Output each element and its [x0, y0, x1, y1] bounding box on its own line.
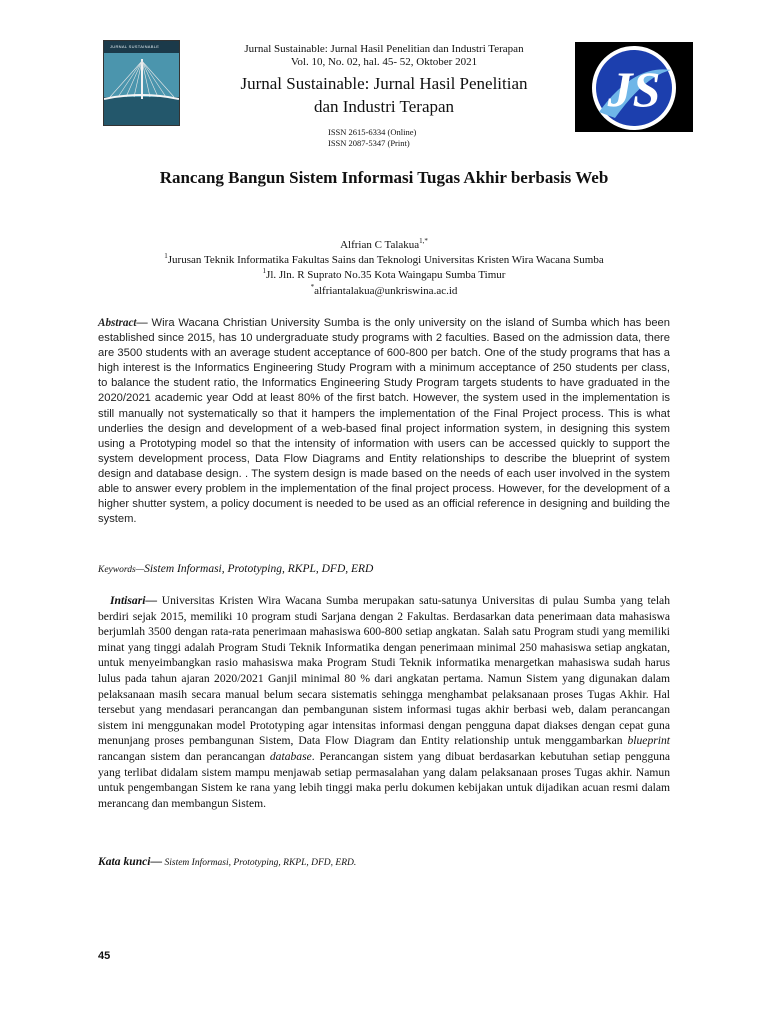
keywords-line	[98, 562, 373, 577]
kata-kunci-line	[98, 855, 356, 870]
abstract-label: Abstract—	[98, 317, 148, 329]
intisari-em-blueprint: blueprint	[627, 734, 670, 748]
affiliation-2-text: Jl. Jln. R Suprato No.35 Kota Waingapu Sumba Timur	[266, 269, 506, 281]
volume-line: Vol. 10, No. 02, hal. 45- 52, Oktober 2021	[290, 56, 478, 68]
journal-cover-image	[103, 40, 180, 126]
journal-title-line-2: dan Industri Terapan	[313, 97, 455, 116]
cover-title: JURNAL SUSTAINABLE	[110, 44, 160, 49]
intisari-paragraph	[98, 593, 670, 811]
author-email[interactable]: alfriantalakua@unkriswina.ac.id	[314, 285, 458, 297]
issn-print: ISSN 2087-5347 (Print)	[328, 138, 410, 148]
kata-kunci-text: Sistem Informasi, Prototyping, RKPL, DFD, ERD.	[162, 858, 357, 868]
affiliation-2	[60, 268, 708, 282]
bridge-illustration	[104, 53, 179, 125]
journal-title-line-1: Jurnal Sustainable: Jurnal Hasil Penelitian	[240, 74, 528, 93]
issn-online: ISSN 2615-6334 (Online)	[328, 127, 417, 137]
keywords-text: Sistem Informasi, Prototyping, RKPL, DFD, ERD	[144, 563, 374, 575]
journal-logo	[575, 42, 693, 132]
abstract-paragraph	[98, 316, 670, 527]
article-title: Rancang Bangun Sistem Informasi Tugas Akhir berbasis Web	[159, 168, 609, 187]
journal-line: Jurnal Sustainable: Jurnal Hasil Penelitian dan Industri Terapan	[244, 43, 524, 55]
affiliation-1-text: Jurusan Teknik Informatika Fakultas Sains dan Teknologi Universitas Kristen Wira Wacana Sumba	[167, 254, 604, 266]
intisari-text-a: Universitas Kristen Wira Wacana Sumba merupakan satu-satunya Universitas di pulau Sumba yang telah berdiri sejak 2015, memiliki 10 program studi Sarjana dengan 2 Fakultas. Berdasarkan data penerimaan data mahasiswa berjumlah 3500 dengan rata-rata penerimaan mahasiswa 600-800 setiap angkatan. Salah satu Program studi yang memiliki minat yang tinggi adalah Program Studi Teknik Informatika dengan penerimaan minimal 250 mahasiswa setiap angkatan, untuk menyeimbangkan rasio mahasiswa maka Program Studi Teknik informatika menargetkan mahasiswa sudah harus lulus pada tahun ajaran 2020/2021 Ganjil minimal 80 % dari angkatan pertama. Namun Sistem yang digunakan dalam pelaksanaan masih secara manual belum secara sistematis sehingga menghambat pelaksanaan proses Tugas Akhir. Hal tersebut yang mendasari perancangan dan pembangunan sistem informasi tugas akhir berbasi web, dalam perancangan sistem ini menggunakan model Prototyping agar intensitas informasi dengan pengguna dapat diakses dengan cepat guna menunjang proses pembangunan Sistem, Data Flow Diagram dan Entity relationship untuk menggambarkan	[98, 594, 670, 748]
journal-title	[180, 72, 588, 118]
page-number: 45	[98, 950, 111, 962]
author-email-line	[60, 284, 708, 298]
keywords-label: Keywords—	[98, 565, 145, 575]
intisari-text-c: . Perancangan sistem yang dibuat berdasarkan kebutuhan setiap pengguna yang terlibat didalam sistem mampu menjawab setiap permasalahan yang dalam pelaksanaan proses Tugas akhir. Namun untuk pengembangan Sistem ke rana yang lebih tinggi maka perlu dokumen kebijakan untuk dijadikan acuan resmi dalam merancang dan membangun Sistem.	[98, 749, 671, 810]
kata-kunci-label: Kata kunci—	[98, 855, 163, 868]
abstract-text: Wira Wacana Christian University Sumba is the only university on the island of Sumba which has been established since 2015, has 10 undergraduate study programs with 2 faculties. Based on the admission data, there are 3500 students with an average student acceptance of 600-800 per batch. One of the study programs that has a high interest is the Informatics Engineering Study Program with a minimum acceptance of 250 students per class, to balance the student ratio, the Informatics Engineering Study Program targets students to have graduated in the 2020/2021 academic year Odd at least 80% of the first batch. However, the system used in the implementation is still manually not systematically so that it hampers the implementation of the Final Project process. This is what underlies the design and development of a web-based final project information system, in designing this system using a Prototyping model so that the intensity of information with users can be accessed quickly to support the system development process, Data Flow Diagrams and Entity relationships to describe the blueprint of system design and database design. . The system design is made based on the needs of each user involved in the system able to answer every problem in the implementation of the final project process. However, for the development of a higher shutter system, a policy document is needed to be used as an official reference in designing and building the system.	[98, 317, 670, 526]
author-superscript: 1,*	[419, 237, 428, 245]
affiliation-1	[60, 253, 708, 267]
author-name: Alfrian C Talakua	[340, 239, 420, 251]
intisari-em-database: database	[269, 749, 312, 763]
logo-letters: JS	[607, 61, 661, 117]
author-line	[60, 238, 708, 252]
intisari-text-b: rancangan sistem dan perancangan	[98, 749, 270, 763]
email-superscript: *	[310, 283, 315, 291]
affiliation-1-superscript: 1	[164, 252, 168, 260]
intisari-label: Intisari—	[110, 594, 158, 607]
affiliation-2-superscript: 1	[262, 267, 267, 275]
